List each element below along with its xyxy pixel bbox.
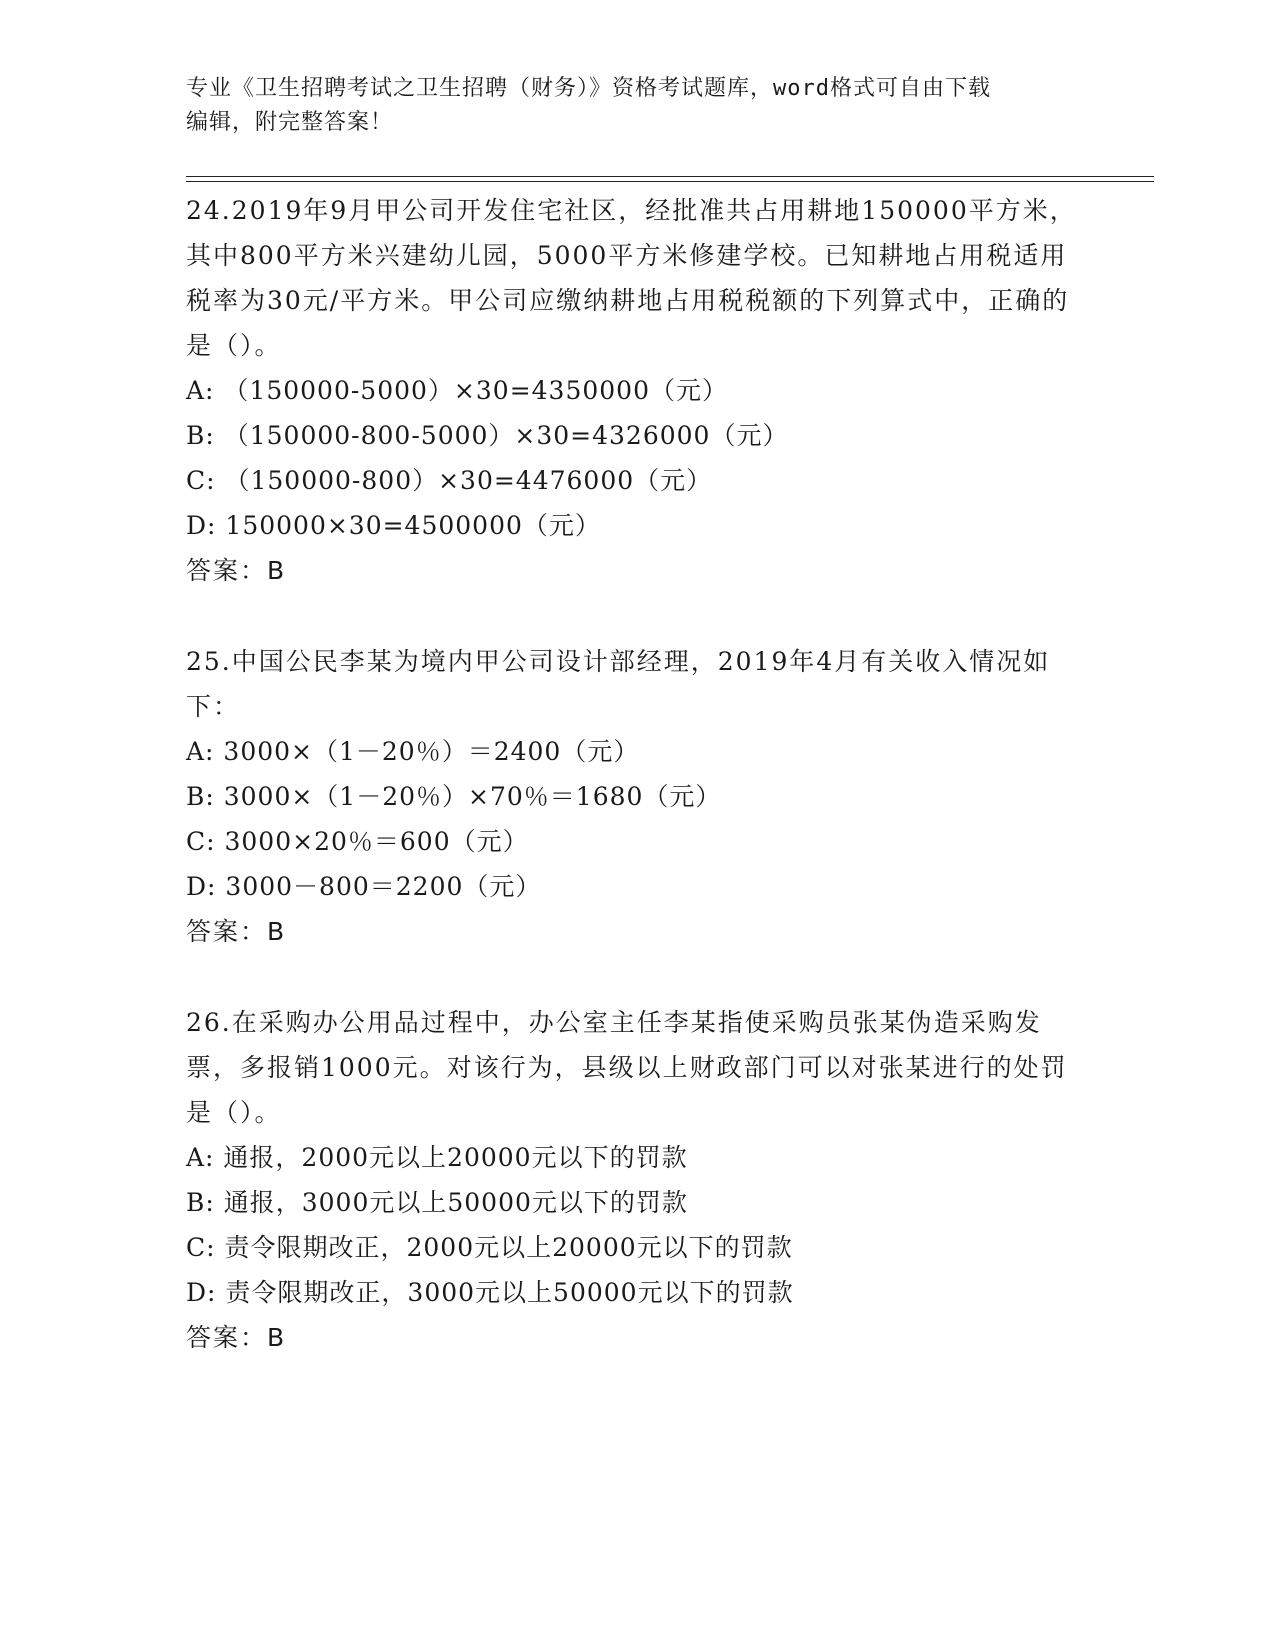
answer-label: 答案：B (186, 917, 287, 946)
document-header (186, 72, 1086, 140)
option-c: C: 责令限期改正，2000元以上20000元以下的罚款 (186, 1233, 793, 1262)
header-divider-thin (186, 181, 1154, 182)
answer-label: 答案：B (186, 556, 287, 585)
option-a: A: 3000×（1－20％）＝2400（元） (186, 737, 640, 766)
header-line-2: 编辑，附完整答案！ (186, 110, 394, 135)
header-line-1: 专业《卫生招聘考试之卫生招聘（财务）》资格考试题库，word格式可自由下载 (186, 76, 991, 101)
option-b: B: 3000×（1－20％）×70％＝1680（元） (186, 782, 722, 811)
question-stem: 26.在采购办公用品过程中，办公室主任李某指使采购员张某伪造采购发票，多报销1000元。对该行为，县级以上财政部门可以对张某进行的处罚是（）。 (186, 1008, 1068, 1127)
option-c: C: 3000×20％＝600（元） (186, 827, 529, 856)
option-d: D: 150000×30=4500000（元） (186, 511, 601, 540)
option-a: A: （150000-5000）×30=4350000（元） (186, 376, 728, 405)
question-24 (186, 188, 1086, 593)
question-26 (186, 1000, 1086, 1360)
question-25 (186, 639, 1086, 954)
question-list (186, 188, 1086, 1406)
option-a: A: 通报，2000元以上20000元以下的罚款 (186, 1143, 688, 1172)
option-d: D: 3000－800＝2200（元） (186, 872, 542, 901)
answer-label: 答案：B (186, 1323, 287, 1352)
option-c: C: （150000-800）×30=4476000（元） (186, 466, 713, 495)
question-stem: 25.中国公民李某为境内甲公司设计部经理，2019年4月有关收入情况如下： (186, 647, 1051, 721)
option-b: B: 通报，3000元以上50000元以下的罚款 (186, 1188, 688, 1217)
header-divider-thick (186, 176, 1154, 177)
option-d: D: 责令限期改正，3000元以上50000元以下的罚款 (186, 1278, 794, 1307)
question-stem: 24.2019年9月甲公司开发住宅社区，经批准共占用耕地150000平方米，其中800平方米兴建幼儿园，5000平方米修建学校。已知耕地占用税适用税率为30元/平方米。甲公司应缴纳耕地占用税税额的下列算式中，正确的是（）。 (186, 196, 1077, 360)
option-b: B: （150000-800-5000）×30=4326000（元） (186, 421, 789, 450)
